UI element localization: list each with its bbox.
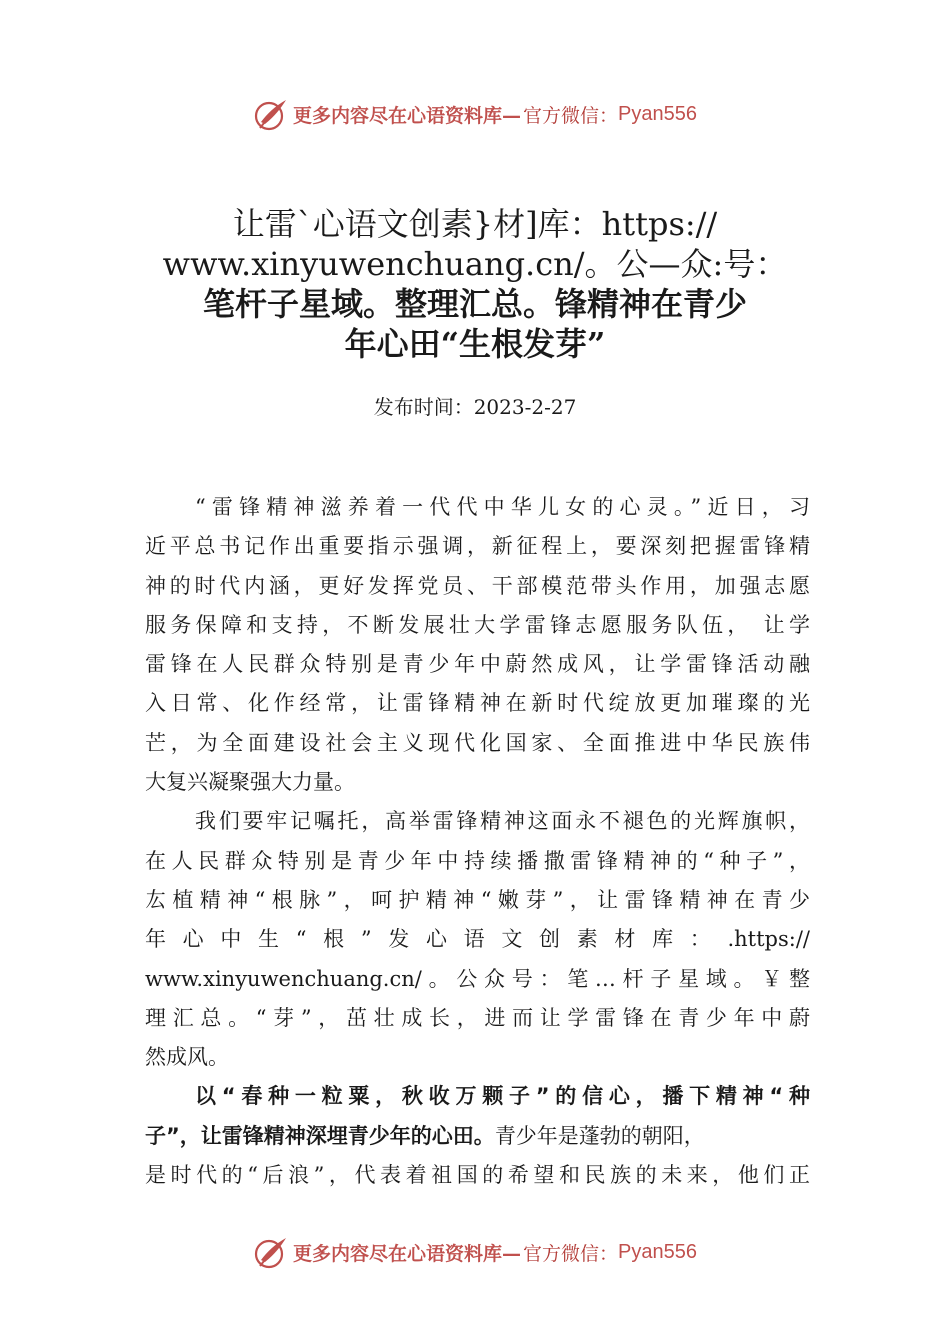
banner-wechat-label: 官方微信： [523,1242,619,1265]
paragraph-2 [145,802,810,1077]
document-title [150,204,800,364]
banner-wechat-id: Pyan556 [618,102,697,125]
text-line: 厷植精神“根脉”，呵护精神“嫩芽”，让雷锋精神在青少 [145,887,810,912]
banner-text: 更多内容尽在心语资料库— [293,104,522,127]
header-banner [0,94,950,134]
banner-text: 更多内容尽在心语资料库— [293,1242,522,1265]
title-line: www.xinyuwenchuang.cn/。公—众:号： [162,245,788,283]
paragraph-1 [145,488,810,802]
banner-wechat-id: Pyan556 [618,1240,697,1263]
text-line: 理汇总。“芽”，茁壮成长，进而让学雷锋在青少年中蔚 [145,1005,810,1030]
text-line: 雷锋在人民群众特别是青少年中蔚然成风，让学雷锋活动融 [145,652,810,677]
text-line: 然成风。 [145,1045,229,1070]
bold-lead: 子”，让雷锋精神深埋青少年的心田。 [145,1123,495,1148]
publish-date: 发布时间：2023-2-27 [373,395,577,419]
text-line: “雷锋精神滋养着一代代中华儿女的心灵。”近日，习 [195,495,810,519]
text-line [145,1117,810,1156]
text-line: 芒，为全面建设社会主义现代化国家、全面推进中华民族伟 [145,730,810,755]
footer-banner [0,1232,950,1272]
quill-logo-icon [253,96,289,132]
text-line: 近平总书记作出重要指示强调，新征程上，要深刻把握雷锋精 [145,534,810,559]
text-line: 我们要牢记嘱托，高举雷锋精神这面永不褪色的光辉旗帜， [195,809,810,834]
paragraph-3 [145,1077,810,1195]
text-line: www.xinyuwenchuang.cn/。公众号：笔…杆子星域。￥整 [145,966,810,991]
article-body [145,488,810,1195]
quill-logo-icon [253,1234,289,1270]
title-line: 年心田“生根发芽” [344,325,606,363]
banner-wechat-label: 官方微信： [523,104,619,127]
text-line: 是时代的“后浪”，代表着祖国的希望和民族的未来，他们正 [145,1163,810,1188]
text-line: 在人民群众特别是青少年中持续播撒雷锋精神的“种子”， [145,848,810,873]
text-line: 大复兴凝聚强大力量。 [145,770,355,795]
title-line: 笔杆子星域。整理汇总。锋精神在青少 [202,285,747,323]
text-line-bold: 以“春种一粒粟，秋收万颗子”的信心，播下精神“种 [195,1084,810,1109]
text-line: 神的时代内涵，更好发挥党员、干部模范带头作用，加强志愿 [145,573,810,598]
text-line: 年心中生“根”发心语文创素材库：.https:// [145,927,810,952]
title-line: 让雷`心语文创素}材]库：https:// [232,205,718,243]
text-line: 入日常、化作经常，让雷锋精神在新时代绽放更加璀璨的光 [145,691,810,716]
text-rest: 青少年是蓬勃的朝阳， [494,1123,705,1148]
text-line: 服务保障和支持，不断发展壮大学雷锋志愿服务队伍， 让学 [145,612,810,637]
